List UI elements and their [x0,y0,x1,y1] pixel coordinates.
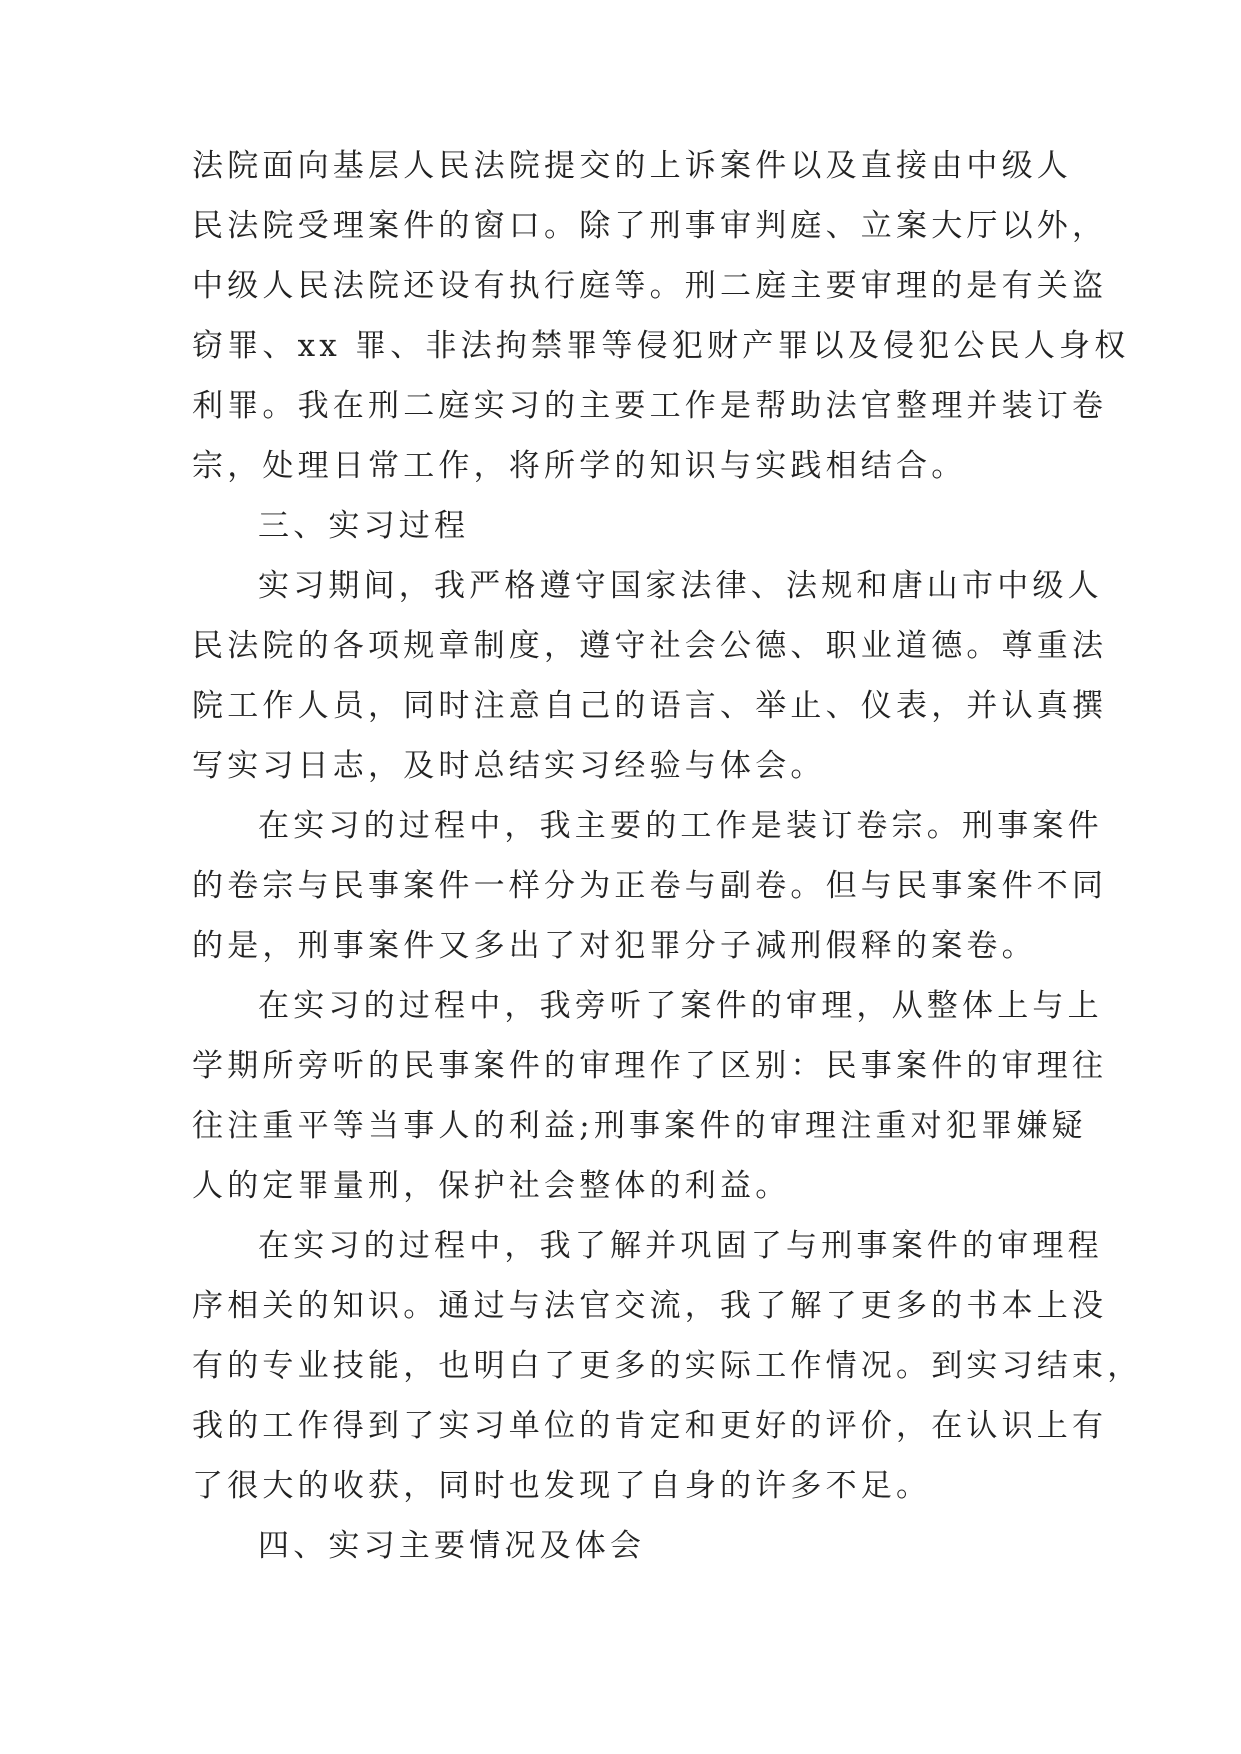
text-line: 在实习的过程中，我主要的工作是装订卷宗。刑事案件 [258,808,1103,844]
text-line: 写实习日志，及时总结实习经验与体会。 [192,748,826,784]
text-line: 法院面向基层人民法院提交的上诉案件以及直接由中级人 [192,148,1072,184]
text-line: 利罪。我在刑二庭实习的主要工作是帮助法官整理并装订卷 [192,388,1108,424]
text-line: 院工作人员，同时注意自己的语言、举止、仪表，并认真撰 [192,688,1108,724]
section-heading: 四、实习主要情况及体会 [258,1528,646,1564]
text-line: 我的工作得到了实习单位的肯定和更好的评价，在认识上有 [192,1408,1108,1444]
text-line: 民法院的各项规章制度，遵守社会公德、职业道德。尊重法 [192,628,1108,664]
section-heading: 三、实习过程 [258,508,470,544]
text-line: 学期所旁听的民事案件的审理作了区别：民事案件的审理往 [192,1048,1108,1084]
text-line: 有的专业技能，也明白了更多的实际工作情况。到实习结束， [192,1348,1143,1384]
text-line: 民法院受理案件的窗口。除了刑事审判庭、立案大厅以外， [192,208,1108,244]
text-line: 序相关的知识。通过与法官交流，我了解了更多的书本上没 [192,1288,1108,1324]
text-line: 了很大的收获，同时也发现了自身的许多不足。 [192,1468,932,1504]
text-line: 的卷宗与民事案件一样分为正卷与副卷。但与民事案件不同 [192,868,1108,904]
text-line: 往注重平等当事人的利益;刑事案件的审理注重对犯罪嫌疑 [192,1108,1087,1144]
text-line: 宗，处理日常工作，将所学的知识与实践相结合。 [192,448,967,484]
text-line: 中级人民法院还设有执行庭等。刑二庭主要审理的是有关盗 [192,268,1108,304]
text-line: 窃罪、xx 罪、非法拘禁罪等侵犯财产罪以及侵犯公民人身权 [192,328,1130,364]
text-line: 人的定罪量刑，保护社会整体的利益。 [192,1168,791,1204]
text-line: 在实习的过程中，我旁听了案件的审理，从整体上与上 [258,988,1103,1024]
text-line: 的是，刑事案件又多出了对犯罪分子减刑假释的案卷。 [192,928,1037,964]
text-line: 实习期间，我严格遵守国家法律、法规和唐山市中级人 [258,568,1103,604]
text-line: 在实习的过程中，我了解并巩固了与刑事案件的审理程 [258,1228,1103,1264]
